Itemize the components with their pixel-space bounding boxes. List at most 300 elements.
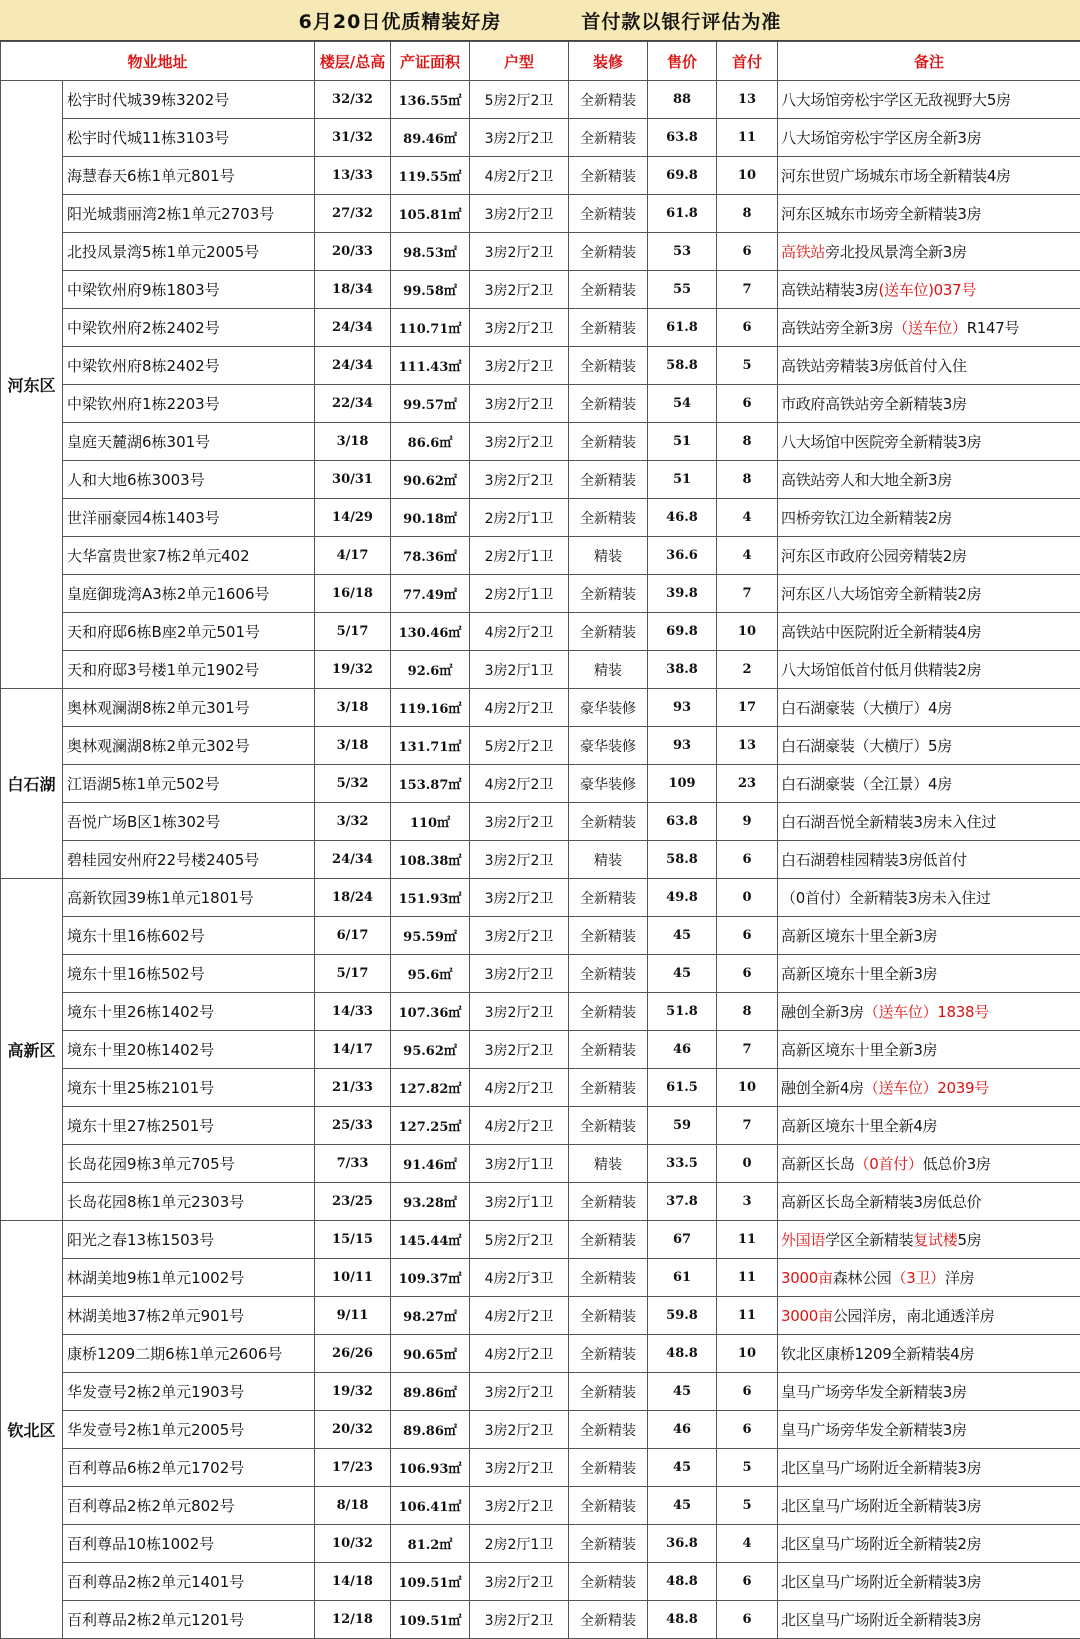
down-payment: 7 [717,271,778,309]
district-label: 白石湖 [1,689,63,879]
note-text: 高新区境东十里全新3房 [781,927,937,945]
property-address: 境东十里20栋1402号 [63,1031,315,1069]
unit-layout: 4房2厅2卫 [470,765,569,803]
note-highlight: 外国语 [781,1231,825,1249]
sale-price: 93 [648,689,717,727]
down-payment: 10 [717,1069,778,1107]
note-text: 白石湖豪装（全江景）4房 [781,775,952,793]
property-address: 皇庭御珑湾A3栋2单元1606号 [63,575,315,613]
note-text: 高新区长岛全新精装3房低总价 [781,1193,981,1211]
note-text: 皇马广场旁华发全新精装3房 [781,1421,967,1439]
note-text: 融创全新4房 [781,1079,864,1097]
note-highlight: （送车位） [893,319,967,337]
unit-layout: 3房2厅2卫 [470,993,569,1031]
certificate-area: 91.46㎡ [391,1145,470,1183]
notes [778,613,1080,651]
sale-price: 88 [648,81,717,119]
unit-layout: 3房2厅2卫 [470,1601,569,1639]
floor-total: 32/32 [315,81,391,119]
floor-total: 17/23 [315,1449,391,1487]
notes [778,1563,1080,1601]
decoration: 豪华装修 [569,765,648,803]
notes [778,1297,1080,1335]
down-payment: 8 [717,195,778,233]
property-address: 天和府邸3号楼1单元1902号 [63,651,315,689]
sale-price: 45 [648,917,717,955]
sale-price: 51 [648,461,717,499]
sale-price: 45 [648,1373,717,1411]
floor-total: 25/33 [315,1107,391,1145]
note-text: 白石湖吾悦全新精装3房未入住过 [781,813,996,831]
sheet-subtitle: 首付款以银行评估为准 [541,7,821,34]
decoration: 全新精装 [569,309,648,347]
listing-row [1,1487,1080,1525]
certificate-area: 78.36㎡ [391,537,470,575]
notes [778,1487,1080,1525]
notes [778,309,1080,347]
notes [778,575,1080,613]
floor-total: 4/17 [315,537,391,575]
header-row [1,42,1080,81]
decoration: 豪华装修 [569,689,648,727]
listing-row [1,1411,1080,1449]
floor-total: 13/33 [315,157,391,195]
unit-layout: 3房2厅2卫 [470,841,569,879]
down-payment: 13 [717,727,778,765]
property-address: 华发壹号2栋1单元2005号 [63,1411,315,1449]
sale-price: 59.8 [648,1297,717,1335]
floor-total: 18/34 [315,271,391,309]
sale-price: 33.5 [648,1145,717,1183]
unit-layout: 4房2厅2卫 [470,1297,569,1335]
property-address: 奥林观澜湖8栋2单元301号 [63,689,315,727]
sale-price: 36.8 [648,1525,717,1563]
unit-layout: 3房2厅1卫 [470,1145,569,1183]
listing-row [1,1069,1080,1107]
header-price: 售价 [648,42,717,81]
note-text: 高铁站旁人和大地全新3房 [781,471,952,489]
down-payment: 8 [717,461,778,499]
note-text: 高新区境东十里全新3房 [781,965,937,983]
note-text: 八大场馆低首付低月供精装2房 [781,661,981,679]
certificate-area: 106.41㎡ [391,1487,470,1525]
note-highlight: 复试楼 [913,1231,957,1249]
down-payment: 6 [717,1601,778,1639]
decoration: 精装 [569,841,648,879]
listing-row [1,1335,1080,1373]
property-address: 林湖美地37栋2单元901号 [63,1297,315,1335]
notes [778,1335,1080,1373]
down-payment: 6 [717,309,778,347]
sale-price: 39.8 [648,575,717,613]
down-payment: 17 [717,689,778,727]
unit-layout: 3房2厅1卫 [470,1183,569,1221]
down-payment: 0 [717,1145,778,1183]
floor-total: 10/11 [315,1259,391,1297]
listing-row [1,1221,1080,1259]
listing-row [1,689,1080,727]
note-text: 河东区城东市场旁全新精装3房 [781,205,981,223]
down-payment: 11 [717,1297,778,1335]
notes [778,1601,1080,1639]
floor-total: 31/32 [315,119,391,157]
header-floor: 楼层/总高 [315,42,391,81]
notes [778,423,1080,461]
floor-total: 19/32 [315,1373,391,1411]
listing-row [1,423,1080,461]
decoration: 全新精装 [569,499,648,537]
listing-row [1,955,1080,993]
property-address: 百利尊品6栋2单元1702号 [63,1449,315,1487]
note-highlight: （送车位）2039号 [864,1079,989,1097]
floor-total: 14/29 [315,499,391,537]
down-payment: 4 [717,537,778,575]
certificate-area: 99.57㎡ [391,385,470,423]
down-payment: 6 [717,1563,778,1601]
sale-price: 61.8 [648,195,717,233]
note-text: 低总价3房 [923,1155,991,1173]
decoration: 全新精装 [569,233,648,271]
notes [778,461,1080,499]
sale-price: 45 [648,1449,717,1487]
decoration: 全新精装 [569,347,648,385]
notes [778,955,1080,993]
property-address: 松宇时代城11栋3103号 [63,119,315,157]
certificate-area: 111.43㎡ [391,347,470,385]
note-text: 森林公园 [833,1269,892,1287]
decoration: 全新精装 [569,1525,648,1563]
header-down-payment: 首付 [717,42,778,81]
listing-row [1,195,1080,233]
notes [778,1221,1080,1259]
note-text: 高新区境东十里全新3房 [781,1041,937,1059]
floor-total: 3/18 [315,423,391,461]
sale-price: 51 [648,423,717,461]
unit-layout: 2房2厅1卫 [470,537,569,575]
notes [778,917,1080,955]
floor-total: 5/17 [315,613,391,651]
sale-price: 38.8 [648,651,717,689]
sale-price: 51.8 [648,993,717,1031]
down-payment: 6 [717,233,778,271]
unit-layout: 4房2厅2卫 [470,689,569,727]
certificate-area: 92.6㎡ [391,651,470,689]
down-payment: 5 [717,1449,778,1487]
property-address: 北投凤景湾5栋1单元2005号 [63,233,315,271]
certificate-area: 127.25㎡ [391,1107,470,1145]
property-address: 世洋丽豪园4栋1403号 [63,499,315,537]
property-address: 江语湖5栋1单元502号 [63,765,315,803]
certificate-area: 81.2㎡ [391,1525,470,1563]
note-text: 北区皇马广场附近全新精装2房 [781,1535,981,1553]
sale-price: 61 [648,1259,717,1297]
certificate-area: 95.62㎡ [391,1031,470,1069]
note-text: R147号 [967,319,1020,337]
unit-layout: 4房2厅2卫 [470,1335,569,1373]
notes [778,841,1080,879]
listing-row [1,765,1080,803]
note-highlight: （0首付） [855,1155,923,1173]
listing-row [1,385,1080,423]
floor-total: 3/18 [315,689,391,727]
down-payment: 6 [717,385,778,423]
note-text: 皇马广场旁华发全新精装3房 [781,1383,967,1401]
note-text: （0首付）全新精装3房未入住过 [781,889,991,907]
listing-row [1,119,1080,157]
property-address: 人和大地6栋3003号 [63,461,315,499]
certificate-area: 93.28㎡ [391,1183,470,1221]
unit-layout: 3房2厅1卫 [470,651,569,689]
certificate-area: 107.36㎡ [391,993,470,1031]
decoration: 全新精装 [569,1031,648,1069]
notes [778,537,1080,575]
decoration: 全新精装 [569,613,648,651]
property-address: 中梁钦州府1栋2203号 [63,385,315,423]
property-address: 松宇时代城39栋3202号 [63,81,315,119]
floor-total: 3/32 [315,803,391,841]
note-highlight: （送车位）1838号 [864,1003,989,1021]
listing-row [1,993,1080,1031]
notes [778,765,1080,803]
unit-layout: 3房2厅2卫 [470,1487,569,1525]
floor-total: 22/34 [315,385,391,423]
property-address: 奥林观澜湖8栋2单元302号 [63,727,315,765]
sale-price: 46 [648,1411,717,1449]
notes [778,727,1080,765]
notes [778,81,1080,119]
listing-row [1,309,1080,347]
notes [778,1145,1080,1183]
note-text: 公园洋房，南北通透洋房 [833,1307,995,1325]
floor-total: 20/32 [315,1411,391,1449]
decoration: 全新精装 [569,385,648,423]
down-payment: 0 [717,879,778,917]
listing-row [1,1183,1080,1221]
unit-layout: 2房2厅1卫 [470,575,569,613]
down-payment: 6 [717,1373,778,1411]
notes [778,651,1080,689]
floor-total: 14/18 [315,1563,391,1601]
note-text: 白石湖碧桂园精装3房低首付 [781,851,967,869]
notes [778,233,1080,271]
note-text: 高铁站旁精装3房低首付入住 [781,357,967,375]
note-text: 八大场馆旁松宇学区房全新3房 [781,129,981,147]
certificate-area: 109.51㎡ [391,1601,470,1639]
header-area: 产证面积 [391,42,470,81]
decoration: 全新精装 [569,993,648,1031]
down-payment: 4 [717,1525,778,1563]
property-address: 境东十里25栋2101号 [63,1069,315,1107]
certificate-area: 109.51㎡ [391,1563,470,1601]
note-text: 北区皇马广场附近全新精装3房 [781,1573,981,1591]
listing-row [1,1259,1080,1297]
property-address: 长岛花园9栋3单元705号 [63,1145,315,1183]
listing-row [1,1031,1080,1069]
certificate-area: 98.53㎡ [391,233,470,271]
note-highlight: (送车位)037号 [878,281,976,299]
property-address: 百利尊品2栋2单元802号 [63,1487,315,1525]
header-decoration: 装修 [569,42,648,81]
note-text: 白石湖豪装（大横厅）5房 [781,737,952,755]
notes [778,993,1080,1031]
down-payment: 7 [717,1031,778,1069]
floor-total: 19/32 [315,651,391,689]
sale-price: 69.8 [648,613,717,651]
unit-layout: 3房2厅2卫 [470,309,569,347]
notes [778,1525,1080,1563]
note-text: 钦北区康桥1209全新精装4房 [781,1345,974,1363]
decoration: 全新精装 [569,1601,648,1639]
notes [778,1411,1080,1449]
sale-price: 63.8 [648,803,717,841]
unit-layout: 5房2厅2卫 [470,1221,569,1259]
certificate-area: 151.93㎡ [391,879,470,917]
certificate-area: 77.49㎡ [391,575,470,613]
down-payment: 11 [717,1259,778,1297]
floor-total: 3/18 [315,727,391,765]
unit-layout: 5房2厅2卫 [470,81,569,119]
unit-layout: 4房2厅3卫 [470,1259,569,1297]
certificate-area: 119.55㎡ [391,157,470,195]
note-text: 融创全新3房 [781,1003,864,1021]
unit-layout: 3房2厅2卫 [470,1373,569,1411]
note-text: 旁北投凤景湾全新3房 [825,243,967,261]
decoration: 全新精装 [569,157,648,195]
decoration: 全新精装 [569,1183,648,1221]
unit-layout: 3房2厅2卫 [470,1449,569,1487]
note-text: 河东区八大场馆旁全新精装2房 [781,585,981,603]
decoration: 全新精装 [569,1487,648,1525]
listing-row [1,613,1080,651]
property-address: 大华富贵世家7栋2单元402 [63,537,315,575]
unit-layout: 4房2厅2卫 [470,613,569,651]
notes [778,803,1080,841]
sale-price: 46 [648,1031,717,1069]
floor-total: 18/24 [315,879,391,917]
listing-row [1,727,1080,765]
floor-total: 10/32 [315,1525,391,1563]
note-text: 学区全新精装 [825,1231,913,1249]
listing-row [1,1297,1080,1335]
down-payment: 10 [717,613,778,651]
sale-price: 37.8 [648,1183,717,1221]
sale-price: 48.8 [648,1601,717,1639]
notes [778,119,1080,157]
listing-row [1,499,1080,537]
listing-row [1,651,1080,689]
down-payment: 4 [717,499,778,537]
decoration: 全新精装 [569,195,648,233]
unit-layout: 3房2厅2卫 [470,879,569,917]
property-address: 中梁钦州府8栋2402号 [63,347,315,385]
certificate-area: 90.65㎡ [391,1335,470,1373]
property-address: 境东十里16栋602号 [63,917,315,955]
property-address: 阳光之春13栋1503号 [63,1221,315,1259]
unit-layout: 2房2厅1卫 [470,499,569,537]
decoration: 精装 [569,651,648,689]
decoration: 全新精装 [569,917,648,955]
decoration: 全新精装 [569,803,648,841]
unit-layout: 3房2厅2卫 [470,955,569,993]
property-address: 中梁钦州府9栋1803号 [63,271,315,309]
listing-row [1,537,1080,575]
unit-layout: 3房2厅2卫 [470,1411,569,1449]
header-layout: 户型 [470,42,569,81]
sale-price: 53 [648,233,717,271]
property-address: 境东十里26栋1402号 [63,993,315,1031]
floor-total: 8/18 [315,1487,391,1525]
note-text: 河东区市政府公园旁精装2房 [781,547,967,565]
sale-price: 61.5 [648,1069,717,1107]
sale-price: 45 [648,955,717,993]
decoration: 豪华装修 [569,727,648,765]
property-address: 长岛花园8栋1单元2303号 [63,1183,315,1221]
sale-price: 58.8 [648,841,717,879]
notes [778,1031,1080,1069]
certificate-area: 110.71㎡ [391,309,470,347]
header-notes: 备注 [778,42,1080,81]
decoration: 全新精装 [569,1335,648,1373]
unit-layout: 3房2厅2卫 [470,1563,569,1601]
sale-price: 109 [648,765,717,803]
header-address: 物业地址 [1,42,315,81]
sale-price: 67 [648,1221,717,1259]
floor-total: 15/15 [315,1221,391,1259]
notes [778,347,1080,385]
unit-layout: 3房2厅2卫 [470,347,569,385]
decoration: 全新精装 [569,1373,648,1411]
sale-price: 45 [648,1487,717,1525]
floor-total: 14/33 [315,993,391,1031]
decoration: 精装 [569,1145,648,1183]
sale-price: 48.8 [648,1335,717,1373]
listing-row [1,157,1080,195]
notes [778,195,1080,233]
listing-row [1,1449,1080,1487]
note-text: 八大场馆旁松宇学区无敌视野大5房 [781,91,1011,109]
sale-price: 69.8 [648,157,717,195]
down-payment: 6 [717,955,778,993]
down-payment: 7 [717,1107,778,1145]
note-highlight: 高铁站 [781,243,825,261]
listing-row [1,841,1080,879]
down-payment: 6 [717,1411,778,1449]
listing-row [1,461,1080,499]
decoration: 全新精装 [569,461,648,499]
down-payment: 6 [717,841,778,879]
certificate-area: 108.38㎡ [391,841,470,879]
listing-row [1,271,1080,309]
decoration: 全新精装 [569,879,648,917]
district-label: 河东区 [1,81,63,689]
listing-row [1,1563,1080,1601]
property-address: 百利尊品2栋2单元1401号 [63,1563,315,1601]
note-highlight: （3卫） [892,1269,945,1287]
down-payment: 5 [717,1487,778,1525]
sheet-title: 6月20日优质精装好房 [259,7,542,34]
certificate-area: 105.81㎡ [391,195,470,233]
down-payment: 11 [717,119,778,157]
certificate-area: 110㎡ [391,803,470,841]
note-text: 洋房 [945,1269,974,1287]
property-address: 碧桂园安州府22号楼2405号 [63,841,315,879]
property-address: 高新钦园39栋1单元1801号 [63,879,315,917]
unit-layout: 3房2厅2卫 [470,385,569,423]
down-payment: 10 [717,1335,778,1373]
unit-layout: 3房2厅2卫 [470,803,569,841]
decoration: 精装 [569,537,648,575]
note-highlight: 3000亩 [781,1269,833,1287]
